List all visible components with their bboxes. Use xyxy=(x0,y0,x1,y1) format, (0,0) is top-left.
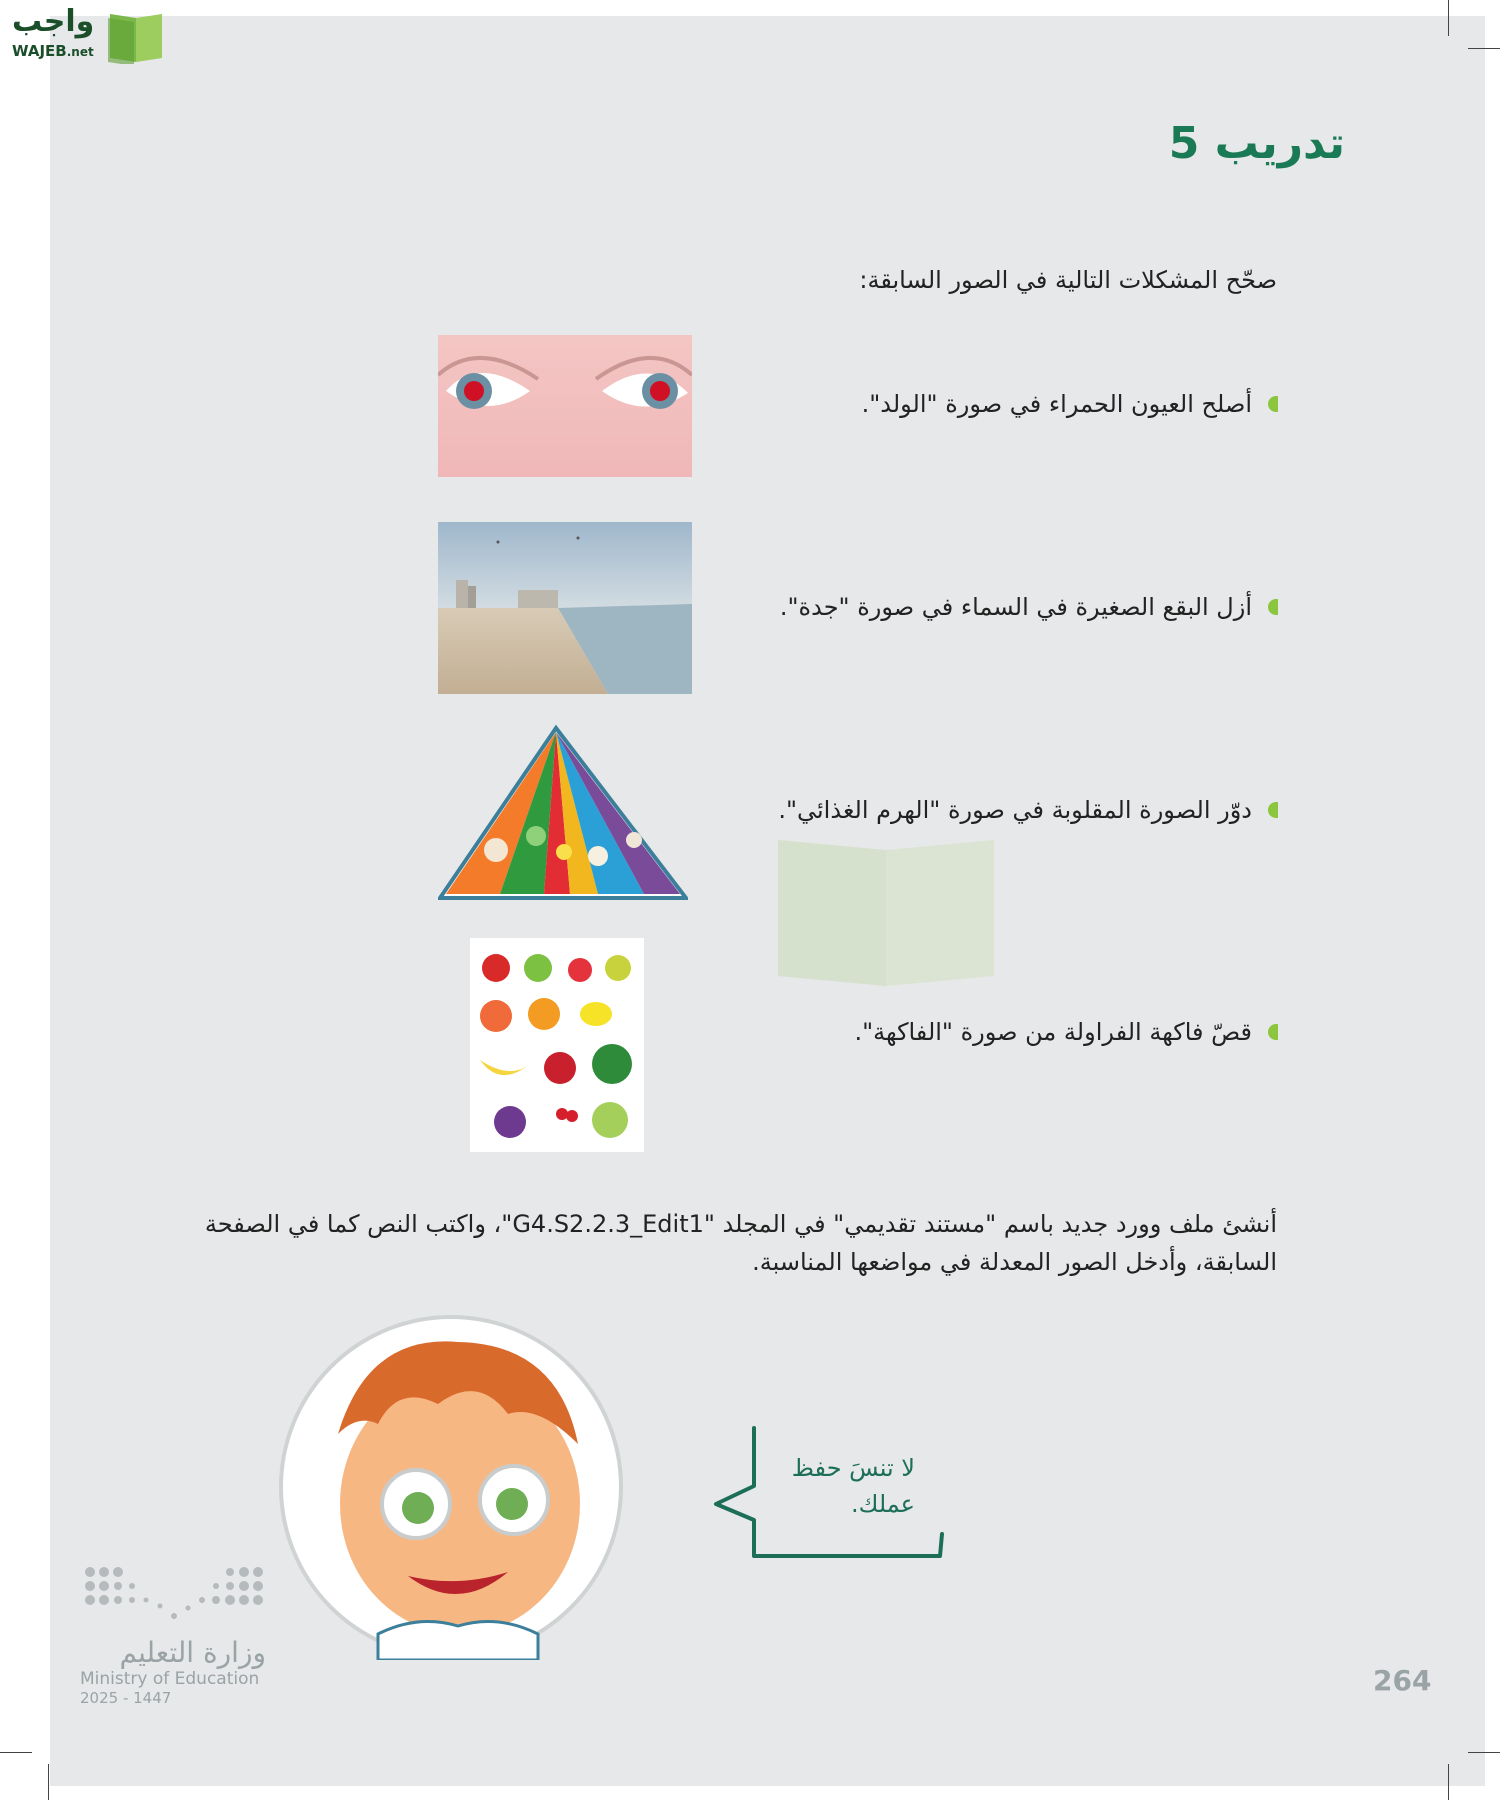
logo-latin: WAJEB xyxy=(12,42,67,60)
dots-icon xyxy=(80,1560,266,1630)
logo-suffix: .net xyxy=(66,45,94,59)
crop-mark xyxy=(1448,1764,1449,1800)
paragraph-text: أنشئ ملف وورد جديد باسم "مستند تقديمي" في المجلد "G4.S2.2.3_Edit1"، واكتب النص كما في الصفحة السابقة، وأدخل الصور المعدلة في مواضعها المناسبة. xyxy=(204,1210,1277,1276)
item-text: أصلح العيون الحمراء في صورة "الولد". xyxy=(861,390,1252,418)
list-item xyxy=(854,1018,1278,1046)
bullet-icon xyxy=(1268,802,1278,818)
bullet-icon xyxy=(1268,599,1278,615)
crop-mark xyxy=(0,1752,32,1753)
watermark xyxy=(500,810,1010,990)
ministry-year: 2025 - 1447 xyxy=(80,1689,172,1707)
logo-latin-wrap xyxy=(12,42,94,60)
item-text: دوّر الصورة المقلوبة في صورة "الهرم الغذائي". xyxy=(778,796,1252,824)
boy-avatar xyxy=(278,1314,624,1660)
ministry-english: Ministry of Education xyxy=(80,1669,260,1689)
wajeb-logo[interactable] xyxy=(8,4,190,68)
list-item xyxy=(780,593,1278,621)
speech-line-2: عملك. xyxy=(851,1490,915,1518)
eyes-photo xyxy=(438,335,692,477)
logo-arabic: واجب xyxy=(12,4,95,39)
item-text: أزل البقع الصغيرة في السماء في صورة "جدة". xyxy=(779,593,1252,621)
crop-mark xyxy=(1448,0,1449,36)
ministry-arabic: وزارة التعليم xyxy=(119,1636,266,1669)
list-item xyxy=(862,390,1278,418)
item-text: قصّ فاكهة الفراولة من صورة "الفاكهة". xyxy=(854,1018,1252,1046)
page-number: 264 xyxy=(1373,1664,1432,1697)
crop-mark xyxy=(1468,48,1500,49)
bullet-icon xyxy=(1268,1024,1278,1040)
crop-mark xyxy=(48,1764,49,1800)
instruction-text: صحّح المشكلات التالية في الصور السابقة: xyxy=(859,266,1277,294)
speech-text xyxy=(740,1450,915,1522)
crop-mark xyxy=(1468,1752,1500,1753)
ministry-logo xyxy=(80,1560,280,1707)
speech-line-1: لا تنسَ حفظ xyxy=(791,1454,915,1482)
bullet-icon xyxy=(1268,396,1278,412)
page-title: تدريب 5 xyxy=(1168,118,1345,169)
jeddah-photo xyxy=(438,522,692,694)
